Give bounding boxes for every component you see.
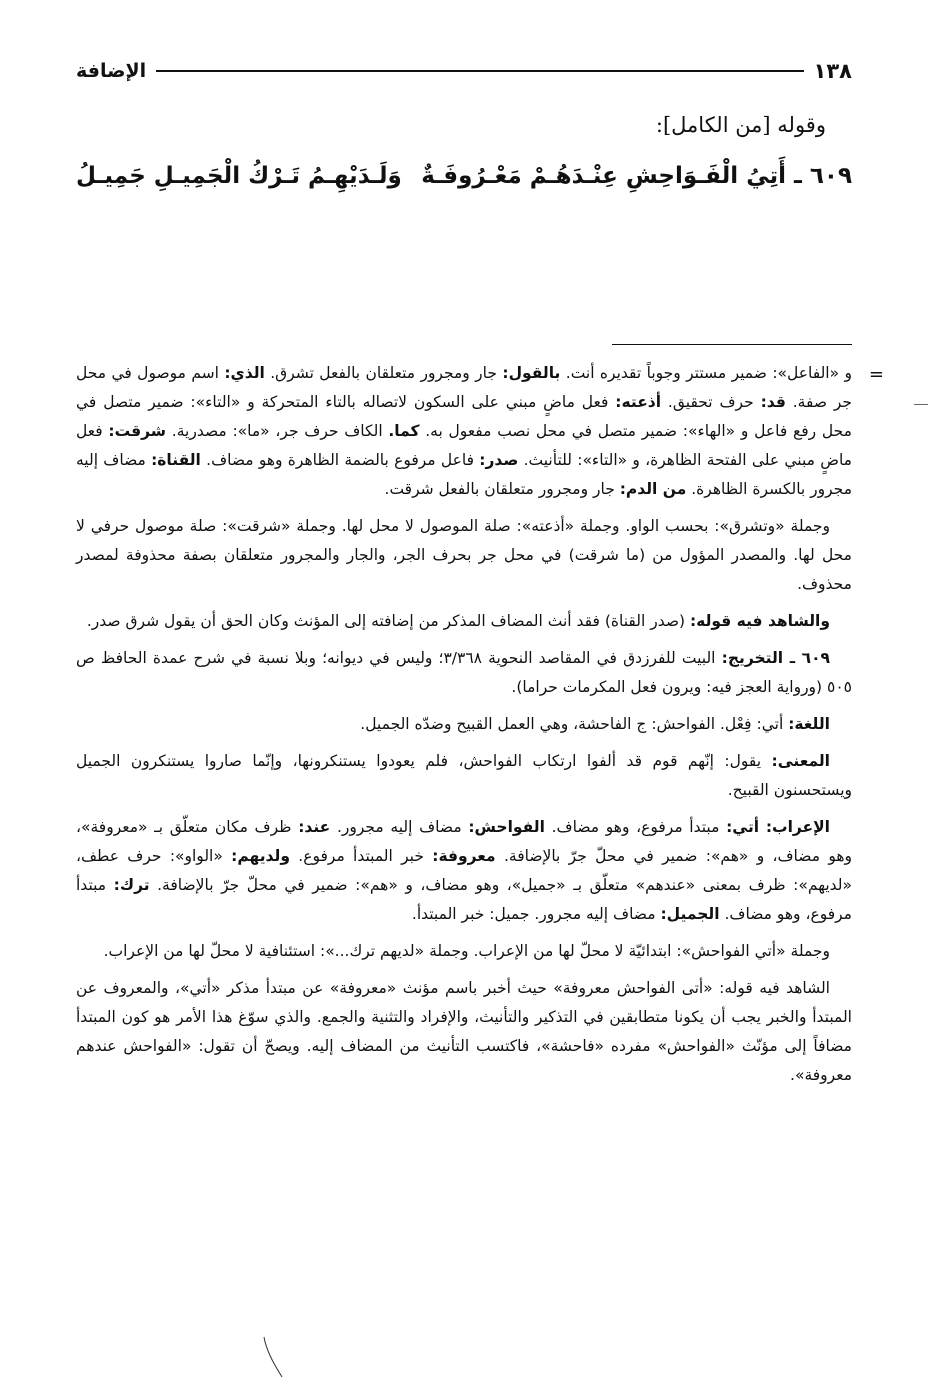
header-rule (156, 70, 803, 72)
footnotes-body (76, 359, 852, 1098)
footnote-paragraph-takhrij: ٦٠٩ ـ التخريج: البيت للفرزدق في المقاصد النحوية ٣/٣٦٨؛ وليس في ديوانه؛ وبلا نسبة في شرح عمدة الحافظ ص ٥٠٥ (ورواية العجز فيه: ويرون فعل المكرمات حراما). (76, 649, 852, 696)
footnote-separator (612, 344, 852, 345)
page-header (76, 56, 852, 86)
footnote-paragraph-language: اللغة: أتي: فِعْل. الفواحش: ج الفاحشة، وهي العمل القبيح وضدّه الجميل. (360, 715, 830, 733)
verse-second-hemistich: وَلَـدَيْهِـمُ تَـرْكُ الْجَمِيـلِ جَمِيـلُ (76, 163, 402, 189)
poem-verse (76, 163, 852, 203)
footnote-paragraph-parsing: و «الفاعل»: ضمير مستتر وجوباً تقديره أنت. بالقول: جار ومجرور متعلقان بالفعل تشرق. الذي: اسم موصول في محل جر صفة. قد: حرف تحقيق. أذعته: فعل ماضٍ مبني على السكون لاتصاله بالتاء المتحركة و «التاء»: ضمير متصل في محل رفع فاعل و «الهاء»: ضمير متصل في محل نصب مفعول به. كما. الكاف حرف جر، «ما»: مصدرية. شرقت: فعل ماضٍ مبني على الفتحة الظاهرة، و «التاء»: للتأنيث. صدر: فاعل مرفوع بالضمة الظاهرة وهو مضاف. القناة: مضاف إليه مجرور بالكسرة الظاهرة. من الدم: جار ومجرور متعلقان بالفعل شرقت. (76, 364, 852, 498)
footnote-paragraph-evidence-2: الشاهد فيه قوله: «أتى الفواحش معروفة» حيث أخبر باسم مؤنث «معروفة» عن مبتدأ مذكر «أتي»، والمعروف عن المبتدأ والخبر يجب أن يكونا متطابقين في التذكير والتأنيث، والإفراد والتثنية والجمع. والذي سوّغ هذا الأمر هو كون المبتدأ مضافاً إلى مؤنّث «الفواحش» مفرده «فاحشة»، فاكتسب التأنيث من المضاف إليه. ويصحّ أن تقول: «الفواحش عندهم معروفة». (76, 979, 852, 1084)
pen-stroke-mark (250, 1335, 290, 1381)
footnote-paragraph-sentences-2: وجملة «أتي الفواحش»: ابتدائيّة لا محلّ لها من الإعراب. وجملة «لديهم ترك...»: استئنافية لا محلّ لها من الإعراب. (103, 942, 830, 960)
running-title: الإضافة (76, 60, 147, 82)
verse-intro: وقوله [من الكامل]: (655, 113, 826, 137)
verse-first-hemistich: ٦٠٩ ـ أَتِيُ الْفَـوَاحِشِ عِنْـدَهُـمْ مَعْـرُوفَـةٌ (421, 163, 852, 189)
footnote-paragraph-meaning: المعنى: يقول: إنّهم قوم قد ألفوا ارتكاب الفواحش، فلم يعودوا يستنكرونها، وإنّما صاروا يستنكرون الجميل ويستحسنون القبيح. (76, 752, 852, 799)
footnote-paragraph-evidence: والشاهد فيه قوله: (صدر القناة) فقد أنث المضاف المذكر من إضافته إلى المؤنث وكان الحق أن يقول شرق صدر. (86, 612, 830, 630)
page-number: ١٣٨ (813, 59, 852, 83)
continuation-mark: = (868, 364, 884, 385)
footnote-paragraph-sentences: وجملة «وتشرق»: بحسب الواو. وجملة «أذعته»: صلة الموصول لا محل لها. وجملة «شرقت»: صلة موصول حرفي لا محل لها. والمصدر المؤول من (ما شرقت) في محل جر بحرف الجر، والجار والمجرور متعلقان بصفة محذوفة لمصدر محذوف. (76, 517, 852, 593)
margin-tick (914, 404, 928, 405)
footnote-paragraph-irab: الإعراب: أتي: مبتدأ مرفوع، وهو مضاف. الفواحش: مضاف إليه مجرور. عند: ظرف مكان متعلّق بـ «معروفة»، وهو مضاف، و «هم»: ضمير في محلّ جرّ بالإضافة. معروفة: خبر المبتدأ مرفوع. ولديهم: «الواو»: حرف عطف، «لديهم»: ظرف بمعنى «عندهم» متعلّق بـ «جميل»، وهو مضاف، و «هم»: ضمير في محلّ جرّ بالإضافة. ترك: مبتدأ مرفوع، وهو مضاف. الجميل: مضاف إليه مجرور. جميل: خبر المبتدأ. (76, 818, 852, 923)
